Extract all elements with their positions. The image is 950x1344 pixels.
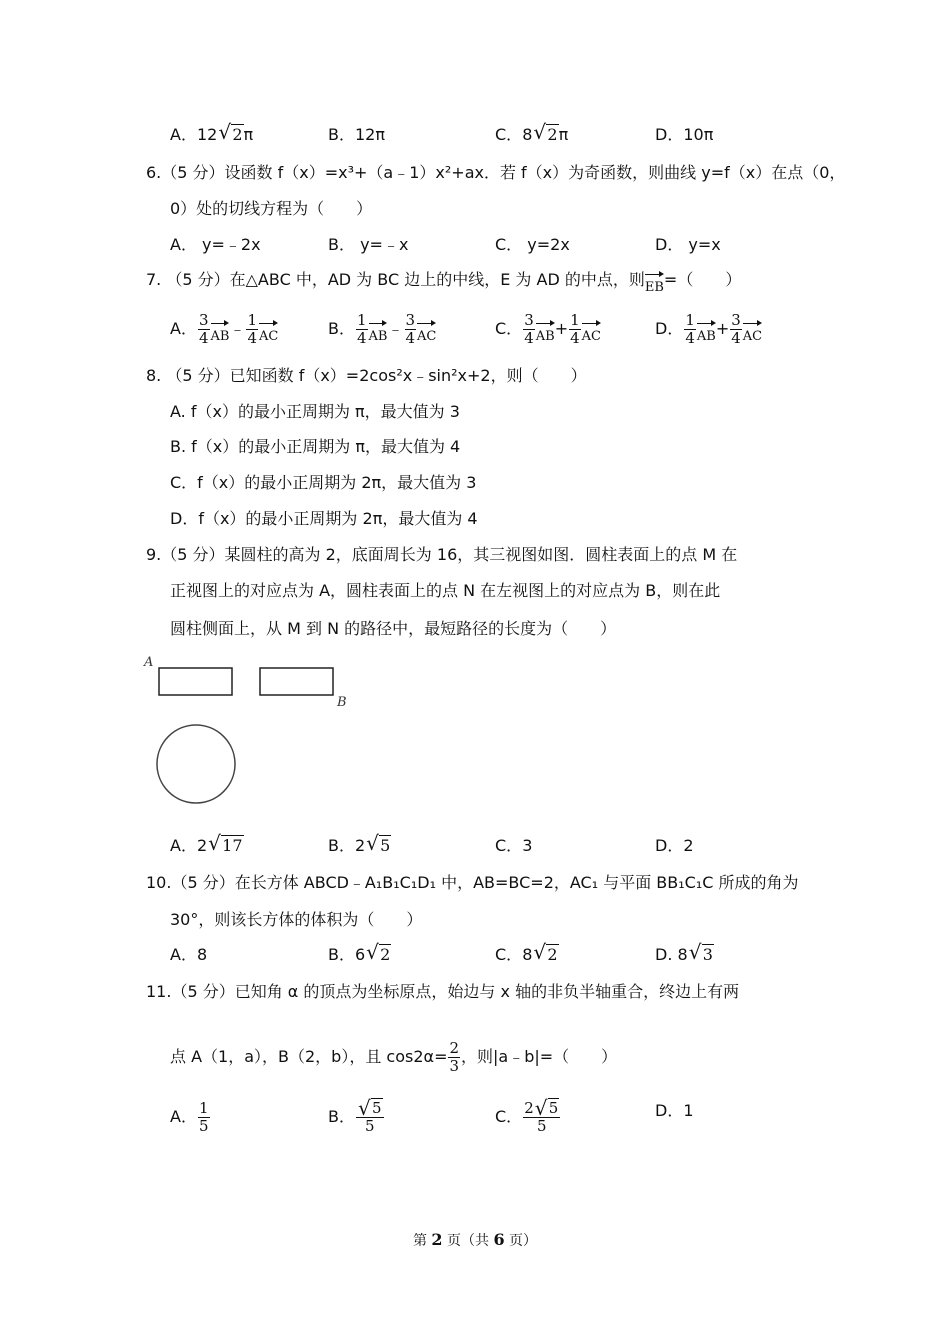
q6-option-b: B． y=﹣x <box>328 235 409 254</box>
q7-option-d: D． $\frac{1}{4}$ AB+ $\frac{3}{4}$ AC <box>655 311 763 347</box>
q6-option-a: A． y=﹣2x <box>170 235 261 254</box>
q5-option-a: A．12 √ 2π <box>170 120 254 144</box>
q6-stem-line2: 0）处的切线方程为（ ） <box>170 199 373 218</box>
q10-option-a: A．8 <box>170 945 208 964</box>
q11-stem-line2: 点 A（1，a），B（2，b），且 cos2α= $\frac{2}{3}$ ，则|a﹣b|=（ ） <box>170 1039 618 1075</box>
q6-option-d: D． y=x <box>655 235 721 254</box>
sqrt-symbol: √ 2 <box>366 940 391 964</box>
fraction-two-thirds: $\frac{2}{3}$ <box>449 1039 460 1075</box>
q9-stem-line3: 圆柱侧面上，从 M 到 N 的路径中，最短路径的长度为（ ） <box>170 619 617 638</box>
q10-option-d: D. 8 √ 3 <box>655 940 713 964</box>
q11-option-b: B． √ 5 5 <box>328 1096 382 1135</box>
page-footer: 第 2 页（共 6 页） <box>412 1230 538 1249</box>
q9-option-a: A．2 √ 17 <box>170 831 243 855</box>
q9-option-b: B．2 √ 5 <box>328 831 391 855</box>
top-view-circle <box>157 725 235 803</box>
vector-eb: EB <box>645 271 664 299</box>
sqrt-symbol: √ 2 <box>533 120 558 144</box>
q6-stem-line1: 6.（5 分）设函数 f（x）=x³+（a﹣1）x²+ax．若 f（x）为奇函数，则曲线 y=f（x）在点（0， <box>146 163 846 182</box>
q5-option-b: B．12π <box>328 125 385 144</box>
front-view-rect <box>159 668 232 695</box>
q6-option-c: C． y=2x <box>495 235 570 254</box>
q8-option-a: A. f（x）的最小正周期为 π，最大值为 3 <box>170 402 460 421</box>
three-view-figure <box>140 650 360 820</box>
q10-option-b: B．6 √ 2 <box>328 940 391 964</box>
q8-option-b: B. f（x）的最小正周期为 π，最大值为 4 <box>170 437 461 456</box>
q11-stem-line1: 11.（5 分）已知角 α 的顶点为坐标原点，始边与 x 轴的非负半轴重合，终边上有两 <box>146 982 740 1001</box>
q10-stem-line2: 30°，则该长方体的体积为（ ） <box>170 910 423 929</box>
q9-stem-line1: 9.（5 分）某圆柱的高为 2，底面周长为 16，其三视图如图．圆柱表面上的点 M 在 <box>146 545 738 564</box>
sqrt-symbol: √ 3 <box>688 940 713 964</box>
fig-label-b: B <box>337 695 347 710</box>
q11-option-d: D．1 <box>655 1101 694 1120</box>
q8-option-c: C．f（x）的最小正周期为 2π，最大值为 3 <box>170 473 477 492</box>
q8-stem: 8. （5 分）已知函数 f（x）=2cos²x﹣sin²x+2，则（ ） <box>146 366 587 385</box>
q9-option-c: C．3 <box>495 836 533 855</box>
q5-option-d: D．10π <box>655 125 714 144</box>
q7-option-b: B． $\frac{1}{4}$ AB﹣ $\frac{3}{4}$ AC <box>328 311 437 347</box>
q7-option-a: A． $\frac{3}{4}$ AB﹣ $\frac{1}{4}$ AC <box>170 311 279 347</box>
sqrt-symbol: √ 2 <box>218 120 243 144</box>
q9-option-d: D．2 <box>655 836 694 855</box>
q10-option-c: C．8 √ 2 <box>495 940 558 964</box>
sqrt-symbol: √ 2 <box>533 940 558 964</box>
q11-option-c: C． 2 √ 5 5 <box>495 1096 559 1135</box>
q11-option-a: A． $\frac{1}{5}$ <box>170 1099 209 1135</box>
q5-option-c: C．8 √ 2π <box>495 120 569 144</box>
q7-option-c: C． $\frac{3}{4}$ AB+ $\frac{1}{4}$ AC <box>495 311 601 347</box>
q9-stem-line2: 正视图上的对应点为 A，圆柱表面上的点 N 在左视图上的对应点为 B，则在此 <box>170 581 721 600</box>
q10-stem-line1: 10.（5 分）在长方体 ABCD﹣A₁B₁C₁D₁ 中，AB=BC=2，AC₁ 与平面 BB₁C₁C 所成的角为 <box>146 873 799 892</box>
q7-stem: 7. （5 分）在△ABC 中，AD 为 BC 边上的中线，E 为 AD 的中点，则EB=（ ） <box>146 269 741 299</box>
sqrt-symbol: √ 17 <box>208 831 243 855</box>
fig-label-a: A <box>144 655 154 670</box>
sqrt-symbol: √ 5 <box>366 831 391 855</box>
q8-option-d: D．f（x）的最小正周期为 2π，最大值为 4 <box>170 509 478 528</box>
side-view-rect <box>260 668 333 695</box>
